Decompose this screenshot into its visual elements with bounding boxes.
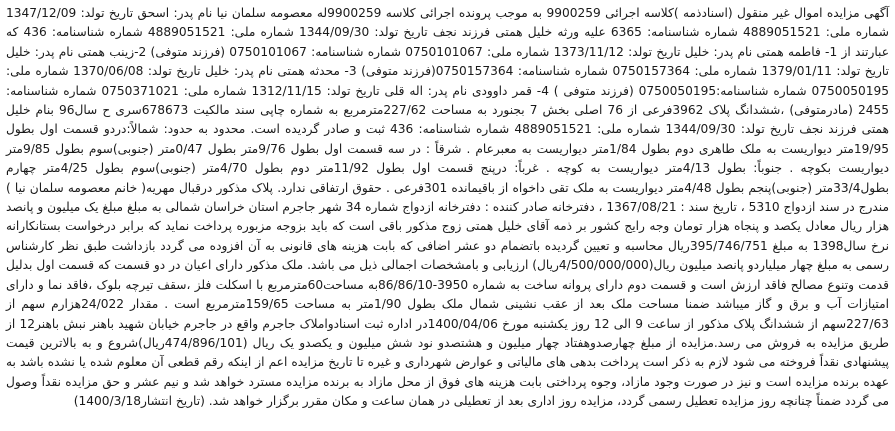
notice-body: آگهی مزایده اموال غیر منقول (اسنادذمه )کلاسه اجرائی 9900259 به موجب پرونده اجرائی کلاسه 9900259له معصومه سلمان نیا نام پدر: اسحق تاریخ تولد: 1347/12/09 شماره ملی: 4889051521 شماره شناسنامه: 6365 علیه ورثه خلیل همتی فرزند نجف تاریخ تولد: 1344/09/30 شماره ملی: 4889051521 شماره شناسنامه: 436 که عبارتند از 1- فاطمه همتی نام پدر: خلیل تاریخ تولد: 1373/11/12 شماره ملی: 0750101067 شماره شناسنامه: 0750101067 (فرزند متوفی) 2-زینب همتی نام پدر: خلیل تاریخ تولد: 1379/01/11 شماره ملی: 0750157364 شماره شناسنامه: 0750157364(فرزند متوفی) 3- محدثه همتی نام پدر: خلیل تاریخ تولد: 1370/06/08 شماره ملی: 0750050195 شماره شناسنامه:0750050195 (فرزند متوفی ) 4- قمر داوودی نام پدر: اله قلی تاریخ تولد: 1312/11/15 شماره ملی: 0750371021 شماره شناسنامه: 2455 (مادرمتوفی) ،ششدانگ پلاک 3962فرعی از 76 اصلی بخش 7 بجنورد به مساحت 227/62مترمربع به شماره چاپی سند مالکیت 678673سری ح سال96 بنام خلیل همتی فرزند نجف تاریخ تولد: 1344/09/30 شماره ملی: 4889051521 شماره شناسنامه: 436 ثبت و صادر گردیده است. محدود به حدود: شمالاً:دردو قسمت اول بطول 19/95متر دیواریست به ملک طاهری دوم بطول 1/84متر دیواریست به معبرعام . شرقاً : در سه قسمت اول بطول 9/76متر بطول 0/47متر (جنوبی)سوم بطول 9/85متر دیواریست بکوچه . جنوباً: بطول 4/13متر دیواریست به کوچه . غرباً: درپنج قسمت اول بطول 11/92متر دوم بطول 4/70متر (جنوبی)سوم بطول 4/25متر چهارم بطول33/4متر (جنوبی)پنجم بطول 4/48متر دیواریست به ملک تقی داخواه از باقیمانده 301فرعی . حقوق ارتفاقی ندارد. پلاک مذکور درقبال مهریه( خانم معصومه سلمان نیا ) مندرج در سند ازدواج 5310 ، تاریخ سند : 1367/08/21 ، دفترخانه صادر کننده : دفترخانه ازدواج شماره 34 شهر جاجرم استان خراسان شمالی به مبلغ مبلغ یک میلیون و پانصد هزار ریال معادل یکصد و پنجاه هزار تومان وجه رایج کشور بر ذمه آقای خلیل همتی زوج مذکور باقی است که باید بزوجه مزبوره پرداخت نماید که برابر درخواست بستانکارانه نرخ سال1398 به مبلغ 395/746/751ریال محاسبه و تعیین گردیده باتضمام دو عشر اضافی که بابت هزینه های قانونی به آن افزوده می گردد بازداشت طبق نظر کارشناس رسمی به مبلغ چهار میلیاردو پانصد میلیون ریال(4/500/000/000ریال) ارزیابی و بامشخصات اجمالی ذیل می باشد. ملک مذکور دارای اعیان در دو قسمت که قسمت اول بدلیل قدمت وتنوع مصالح فاقد ارزش است و قسمت دوم دارای پروانه ساخت به شماره 3950-86/86/10به مساحت60مترمربع با اسکلت فلز ،سقف تیرچه بلوک ،فاقد نما و دارای امتیازات آب و برق و گاز میباشد ضمنا مساحت ملک بعد از عقب نشینی شمال ملک بطول 1/90متر به مساحت 159/65مترمربع است . مقدار 24/022هزارم سهم از 227/63سهم از ششدانگ پلاک مذکور از ساعت 9 الی 12 روز یکشنبه مورخ 1400/04/06در اداره ثبت اسنادواملاک جاجرم واقع در جاجرم خیابان شهید باهنر نبش باهنر12 از طریق مزایده به فروش می رسد.مزایده از مبلغ چهارصدوهفتاد چهار میلیون و هشتصدو نود شش میلیون و یکصدو یک ریال (474/896/101ریال)شروع و به بالاترین قیمت پیشنهادی نقداً فروخته می شود لازم به ذکر است پرداخت بدهی های مالیاتی و عوارض شهرداری و غیره تا تاریخ مزایده اعم از اینکه رقم قطعی آن معلوم شده یا نشده باشد به عهده برنده مزایده است و نیز در صورت وجود مازاد، وجوه پرداختی بابت هزینه های فوق از محل مازاد به برنده مزایده مسترد خواهد شد و نیم عشر و حق مزایده نقداً وصول می گردد ضمناً چنانچه روز مزایده تعطیل رسمی گردد، مزایده روز اداری بعد از تعطیلی در همان ساعت و مکان مقرر برگزار خواهد شد. (تاریخ انتشار1400/3/18) xyxy=(6,6,890,409)
